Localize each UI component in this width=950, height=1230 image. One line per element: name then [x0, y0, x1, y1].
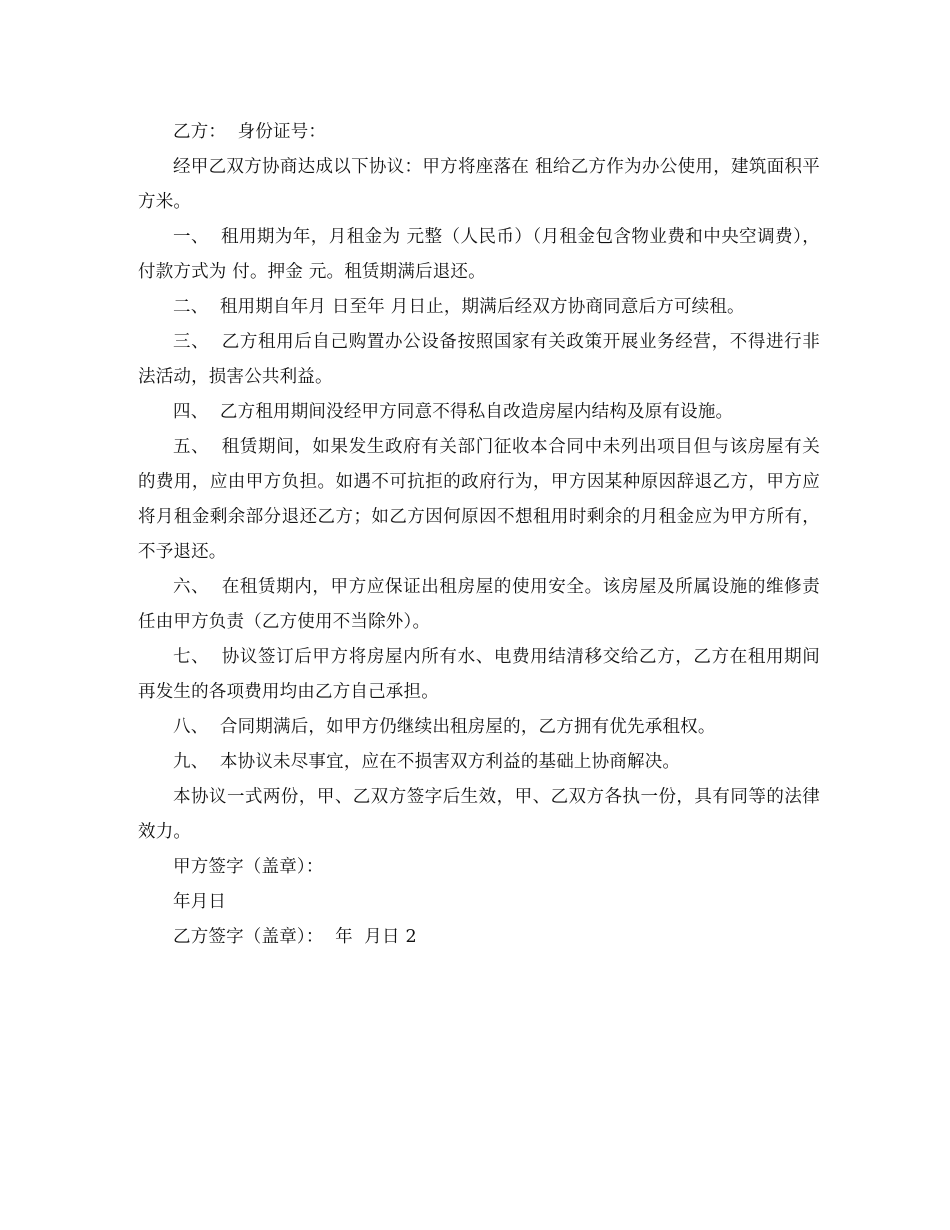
copies-and-validity: 本协议一式两份，甲、乙双方签字后生效，甲、乙双方各执一份，具有同等的法律效力。 — [138, 787, 820, 842]
clause-7-utilities: 七、 协议签订后甲方将房屋内所有水、电费用结清移交给乙方，乙方在租用期间再发生的各项费用均由乙方自己承担。 — [138, 647, 820, 702]
clause-8-renewal-priority: 八、 合同期满后，如甲方仍继续出租房屋的，乙方拥有优先承租权。 — [173, 717, 716, 737]
party-b-id-line: 乙方： 身份证号： — [173, 122, 327, 142]
clause-6-safety-repairs: 六、 在租赁期内，甲方应保证出租房屋的使用安全。该房屋及所属设施的维修责任由甲方负责（乙方使用不当除外）。 — [138, 577, 820, 632]
clause-5-government-fees: 五、 租赁期间，如果发生政府有关部门征收本合同中未列出项目但与该房屋有关的费用，应由甲方负担。如遇不可抗拒的政府行为，甲方因某种原因辞退乙方，甲方应将月租金剩余部分退还乙方；如乙方因何原因不想租用时剩余的月租金应为甲方所有，不予退还。 — [138, 437, 820, 562]
party-a-date-line: 年月日 — [173, 892, 227, 912]
agreement-intro: 经甲乙双方协商达成以下协议：甲方将座落在 租给乙方作为办公使用，建筑面积平方米。 — [138, 157, 820, 212]
clause-9-other-matters: 九、 本协议未尽事宜，应在不损害双方利益的基础上协商解决。 — [173, 752, 681, 772]
clause-1-rent-terms: 一、 租用期为年，月租金为 元整（人民币）（月租金包含物业费和中央空调费），付款方式为 付。押金 元。租赁期满后退还。 — [138, 227, 820, 282]
party-a-signature-line: 甲方签字（盖章）： — [173, 857, 324, 877]
agreement-body — [138, 115, 820, 955]
clause-4-no-alterations: 四、 乙方租用期间没经甲方同意不得私自改造房屋内结构及原有设施。 — [173, 402, 734, 422]
clause-2-lease-period: 二、 租用期自年月 日至年 月日止，期满后经双方协商同意后方可续租。 — [173, 297, 745, 317]
party-b-signature-line: 乙方签字（盖章）： 年 月日 2 — [173, 927, 417, 947]
clause-3-business-use: 三、 乙方租用后自己购置办公设备按照国家有关政策开展业务经营，不得进行非法活动，损害公共利益。 — [138, 332, 820, 387]
